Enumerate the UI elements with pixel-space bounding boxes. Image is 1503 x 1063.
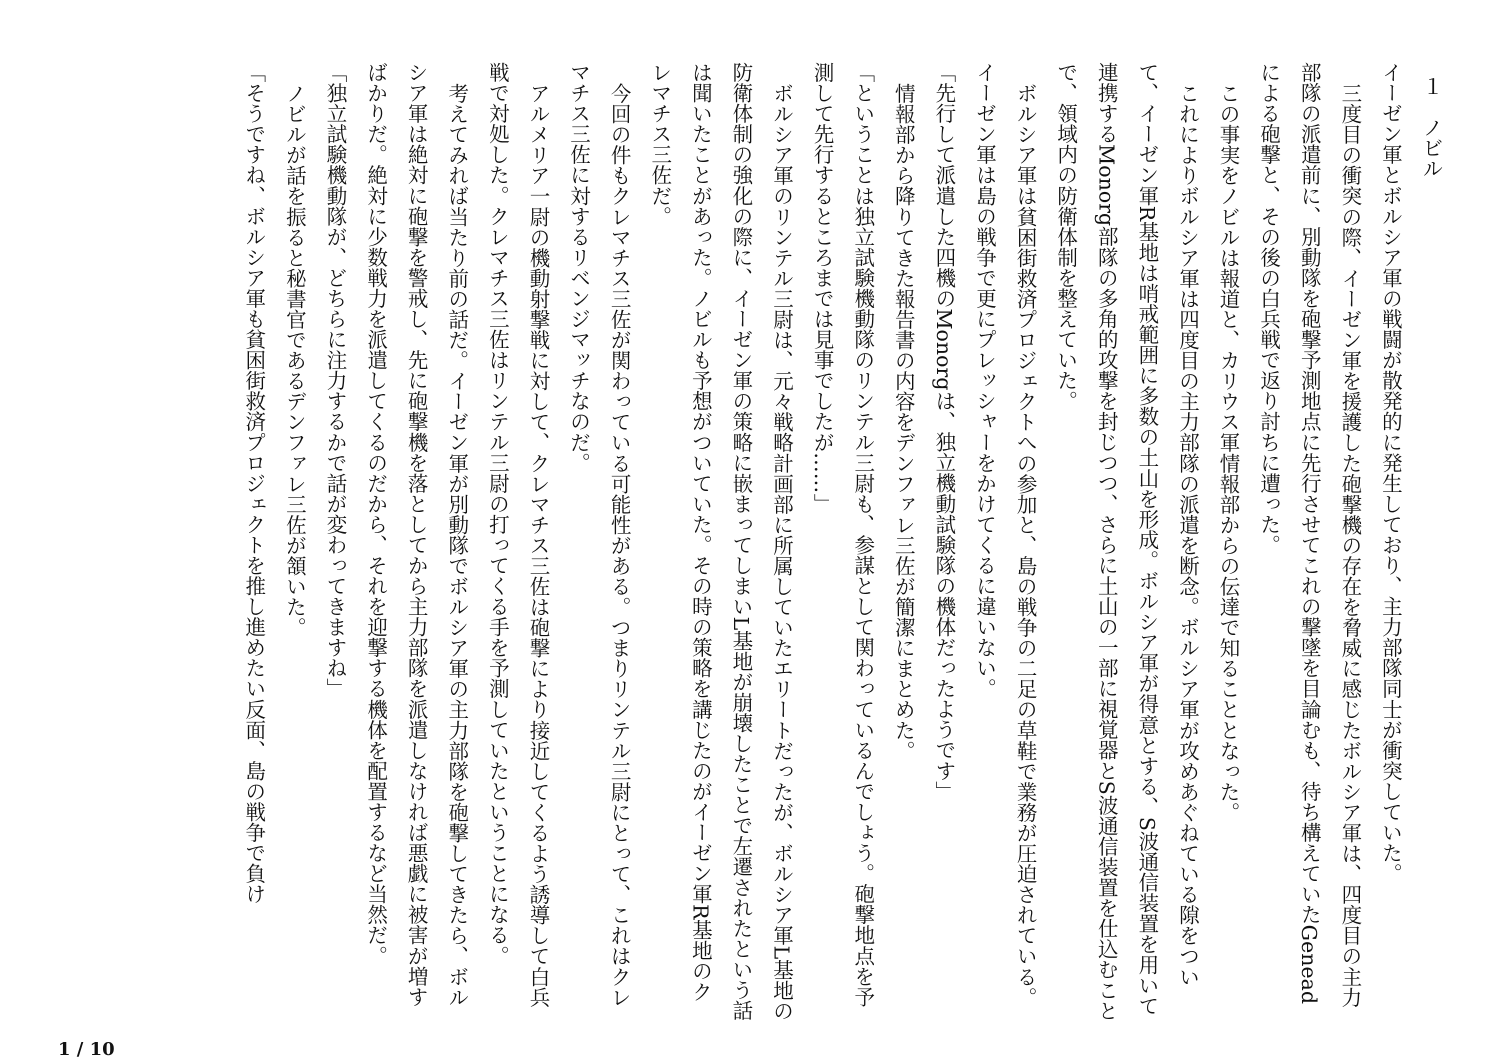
dialogue-paragraph: 「そうですね、ボルシア軍も貧困街救済プロジェクトを推し進めたい反面、島の戦争で負け xyxy=(241,62,266,905)
paragraph: ボルシア軍のリンテル三尉は、元々戦略計画部に所属していたエリートだったが、ボルシア軍L基地の防衛体制の強化の際に、イーゼン軍の策略に嵌まってしまいL基地が崩壊したことで左遷されたという話は聞いたことがあった。ノビルも予想がついていた。その時の策略を講じたのがイーゼン軍R基地のクレマチス三佐だ。 xyxy=(647,62,794,1021)
paragraph: この事実をノビルは報道と、カリウス軍情報部からの伝達で知ることとなった。 xyxy=(1216,82,1241,822)
dialogue-paragraph: 「ということは独立試験機動隊のリンテル三尉も、参謀として関わっているんでしょう。砲撃地点を予測して先行するところまでは見事でしたが……」 xyxy=(810,62,875,1007)
vertical-text-body xyxy=(233,62,1451,1022)
paragraph: 情報部から降りてきた報告書の内容をデンファレ三佐が簡潔にまとめた。 xyxy=(891,82,916,761)
paragraph: 今回の件もクレマチス三佐が関わっている可能性がある。つまりリンテル三尉にとって、これはクレマチス三佐に対するリベンジマッチなのだ。 xyxy=(566,62,632,1007)
paragraph: 考えてみれば当たり前の話だ。イーゼン軍が別動隊でボルシア軍の主力部隊を砲撃してきたら、ボルシア軍は絶対に砲撃を警戒し、先に砲撃機を落としてから主力部隊を派遣しなければ悪戯に被害が増すばかりだ。絶対に少数戦力を派遣してくるのだから、それを迎撃する機体を配置するなど当然だ。 xyxy=(363,62,469,1007)
paragraph: ボルシア軍は貧困街救済プロジェクトへの参加と、島の戦争の二足の草鞋で業務が圧迫されている。イーゼン軍は島の戦争で更にプレッシャーをかけてくるに違いない。 xyxy=(972,62,1038,1007)
page-number: 1 / 10 xyxy=(58,1039,115,1060)
paragraph: これによりボルシア軍は四度目の主力部隊の派遣を断念。ボルシア軍が攻めあぐねている隙をついて、イーゼン軍R基地は哨戒範囲に多数の土山を形成。ボルシア軍が得意とする、S波通信装置を用いて連携するMonorg部隊の多角的攻撃を封じつつ、さらに土山の一部に視覚器とS波通信装置を仕込むことで、領域内の防衛体制を整えていた。 xyxy=(1053,62,1200,1021)
paragraph: イーゼン軍とボルシア軍の戦闘が散発的に発生しており、主力部隊同士が衝突していた。 xyxy=(1378,62,1403,884)
dialogue-paragraph: 「先行して派遣した四機のMonorgは、独立機動試験隊の機体だったようです」 xyxy=(931,62,956,802)
paragraph: 三度目の衝突の際、イーゼン軍を援護した砲撃機の存在を脅威に感じたボルシア軍は、四度目の主力部隊の派遣前に、別動隊を砲撃予測地点に先行させてこれの撃墜を目論むも、待ち構えていたGeneadによる砲撃と、その後の白兵戦で返り討ちに遭った。 xyxy=(1256,62,1362,1007)
paragraph: アルメリア一尉の機動射撃戦に対して、クレマチス三佐は砲撃により接近してくるよう誘導して白兵戦で対処した。クレマチス三佐はリンテル三尉の打ってくる手を予測していたということになる。 xyxy=(485,62,550,1007)
chapter-heading: １ ノビル xyxy=(1419,76,1443,179)
paragraph: ノビルが話を振ると秘書官であるデンファレ三佐が頷いた。 xyxy=(282,82,307,638)
dialogue-paragraph: 「独立試験機動隊が、どちらに注力するかで話が変わってきますね」 xyxy=(322,62,347,699)
